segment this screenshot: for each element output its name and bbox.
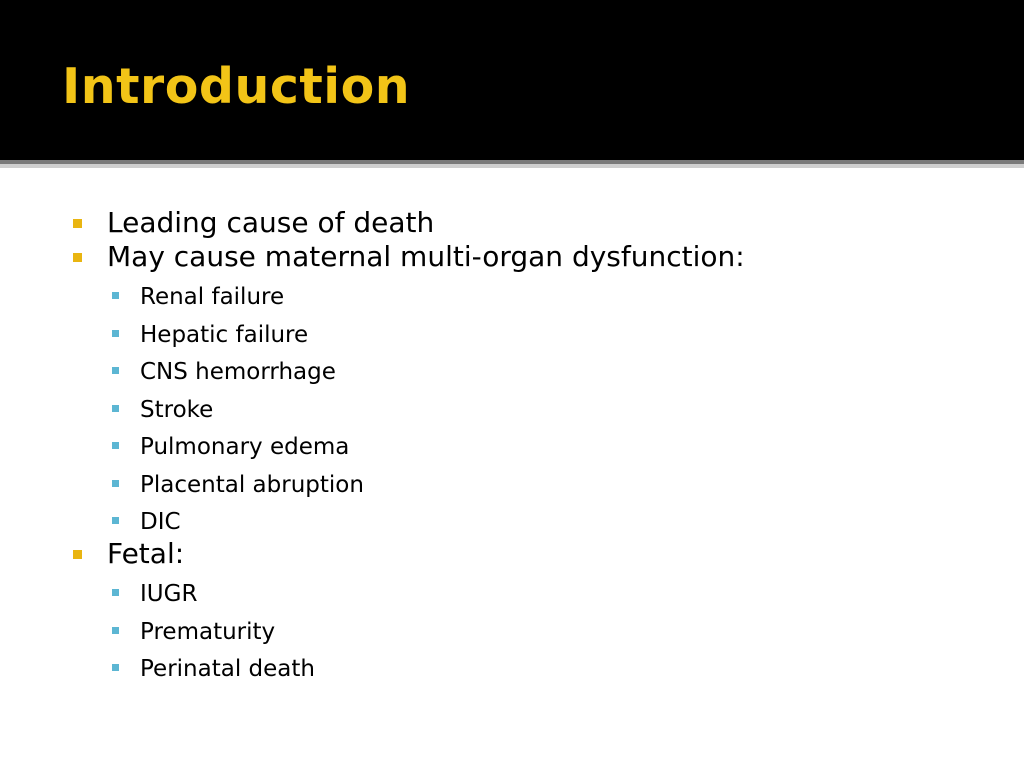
square-bullet-icon — [112, 367, 119, 374]
bullet-fetal — [107, 537, 184, 571]
title-divider-light — [0, 164, 1024, 168]
sub-bullet-text: Renal failure — [140, 284, 285, 310]
square-bullet-icon — [73, 253, 82, 262]
square-bullet-icon — [73, 219, 82, 228]
square-bullet-icon — [112, 627, 119, 634]
square-bullet-icon — [112, 664, 119, 671]
sub-bullet-cns-hemorrhage — [140, 357, 336, 387]
sub-bullet-text: IUGR — [140, 581, 198, 607]
title-band — [0, 0, 1024, 160]
sub-bullet-text: Stroke — [140, 397, 214, 423]
sub-bullet-text: Hepatic failure — [140, 322, 309, 348]
bullet-text: Fetal: — [107, 537, 185, 570]
slide-title: Introduction — [62, 58, 411, 115]
sub-bullet-text: Placental abruption — [140, 472, 364, 498]
sub-bullet-text: Prematurity — [140, 619, 276, 645]
bullet-leading-cause — [107, 206, 434, 240]
sub-bullet-renal-failure — [140, 282, 284, 312]
square-bullet-icon — [112, 517, 119, 524]
square-bullet-icon — [112, 442, 119, 449]
sub-bullet-prematurity — [140, 617, 275, 647]
bullet-maternal-dysfunction — [107, 240, 745, 274]
square-bullet-icon — [112, 330, 119, 337]
sub-bullet-iugr — [140, 579, 197, 609]
sub-bullet-perinatal-death — [140, 654, 315, 684]
sub-bullet-text: CNS hemorrhage — [140, 359, 336, 385]
square-bullet-icon — [112, 292, 119, 299]
square-bullet-icon — [73, 550, 82, 559]
sub-bullet-text: Pulmonary edema — [140, 434, 350, 460]
sub-bullet-pulmonary-edema — [140, 432, 349, 462]
sub-bullet-text: DIC — [140, 509, 181, 535]
sub-bullet-text: Perinatal death — [140, 656, 315, 682]
sub-bullet-hepatic-failure — [140, 320, 308, 350]
bullet-text: Leading cause of death — [107, 206, 435, 239]
sub-bullet-dic — [140, 507, 181, 537]
bullet-text: May cause maternal multi-organ dysfunction: — [107, 240, 745, 273]
square-bullet-icon — [112, 589, 119, 596]
square-bullet-icon — [112, 405, 119, 412]
sub-bullet-placental-abruption — [140, 470, 364, 500]
square-bullet-icon — [112, 480, 119, 487]
sub-bullet-stroke — [140, 395, 213, 425]
